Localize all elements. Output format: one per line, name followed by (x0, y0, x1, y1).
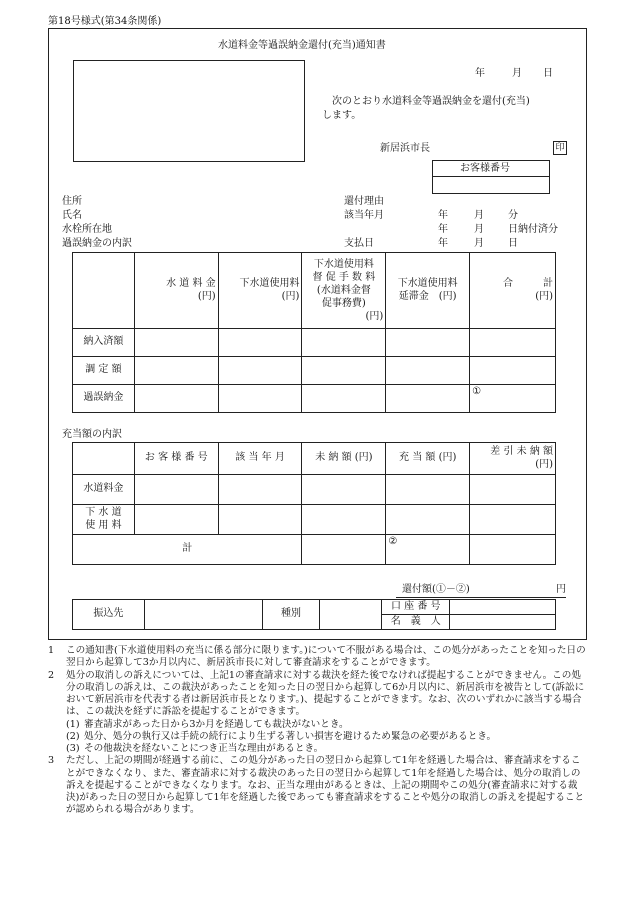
notes (48, 645, 586, 817)
allocation-table (72, 442, 556, 565)
form-number: 第18号様式(第34条関係) (48, 16, 162, 27)
address-label: 住所 (62, 196, 82, 207)
date-day: 日 (543, 68, 553, 79)
seal-mark (553, 141, 567, 155)
header-customer-no: お 客 様 番 号 (134, 443, 218, 475)
mayor-name: 新居浜市長 (380, 143, 430, 154)
bank-table (72, 599, 556, 630)
note-2: 2 処分の取消しの訴えについては、上記1の審査請求に対する裁決を経た後でなければ提起することができません。この処分の取消しの訴えは、この裁決があったことを知った日の翌日から起算して6か月以内に、新居浜市を被告として(訴訟において新居浜市を代表する者は新居浜市長となります。)、提起することができます。なお、次のいずれかに該当する場合は、この裁決を経ずに訴訟を提起することができます。 (48, 669, 585, 718)
name-label: 氏名 (62, 210, 82, 221)
period-year-2: 年 (438, 224, 448, 235)
header-commission-2: 督 促 手 数 料 (312, 272, 376, 283)
seal-label: 印 (555, 143, 565, 153)
period-month-3: 月 (474, 238, 484, 249)
period-suffix-2: 日納付済分 (508, 224, 558, 235)
payment-date-label: 支払日 (344, 238, 374, 249)
header-water-fee: 水 道 料 金 (166, 278, 216, 289)
header-total-unit: (円) (535, 290, 553, 302)
yen-label: 円 (556, 584, 566, 595)
circle-two: ② (388, 536, 398, 547)
header-net-unpaid: 差 引 未 納 額 (490, 446, 553, 457)
period-month-2: 月 (474, 224, 484, 235)
address-window (73, 60, 305, 162)
holder-label: 名 義 人 (382, 615, 450, 630)
row-paid: 納入済額 (73, 329, 135, 357)
subnote-2: (2) 処分、処分の執行又は手続の続行により生ずる著しい損害を避けるため緊急の必要があるとき。 (66, 730, 497, 742)
period-suffix-3: 日 (508, 238, 518, 249)
header-applicable-month: 該 当 年 月 (218, 443, 302, 475)
note-1: 1 この通知書(下水道使用料の充当に係る部分に限ります。)について不服がある場合は、この処分があったことを知った日の翌日から起算して3か月以内に、新居浜市長に対して審査請求をすることができます。 (48, 645, 586, 669)
customer-no-label: お客様番号 (460, 163, 510, 174)
date-month: 月 (512, 68, 522, 79)
header-commission-1: 下水道使用料 (313, 259, 374, 270)
header-net-unit: (円) (535, 458, 553, 470)
period-year-1: 年 (438, 210, 448, 221)
row-sewer-2: 使 用 料 (85, 519, 122, 531)
circle-one: ① (472, 386, 482, 397)
subnote-3: (3) その他裁決を経ないことにつき正当な理由があるとき。 (66, 743, 324, 755)
notice-line-2: します。 (322, 110, 362, 121)
note-3: 3 ただし、上記の期間が経過する前に、この処分があった日の翌日から起算して1年を経過した場合は、審査請求をすることができなくなり、また、審査請求に対する裁決のあった日の翌日から起算して1年を経過した場合は、処分の取消しの訴えを提起することができなくなります。なお、正当な理由があるときは、上記の期間やこの処分(審査請求に対する裁決)があった日の翌日から起算して1年を経過した後であっても審査請求をすることや処分の取消しの訴えを提起することが認められる場合があります。 (48, 755, 585, 816)
breakdown-label: 過誤納金の内訳 (62, 238, 132, 249)
subnote-1: (1) 審査請求があった日から3か月を経過しても裁決がないとき。 (66, 718, 349, 730)
form-title: 水道料金等過誤納金還付(充当)通知書 (218, 40, 386, 51)
row-assessed: 調 定 額 (73, 357, 135, 385)
refund-reason-label: 還付理由 (344, 196, 384, 207)
row-water: 水道料金 (73, 475, 135, 505)
header-applied: 充 当 額 (円) (386, 443, 470, 475)
header-water-fee-unit: (円) (197, 290, 216, 302)
row-overpaid: 過誤納金 (73, 385, 135, 413)
account-no-label: 口 座 番 号 (382, 600, 450, 615)
section2-title: 充当額の内訳 (62, 429, 122, 440)
header-unpaid: 未 納 額 (円) (302, 443, 386, 475)
meter-location-label: 水栓所在地 (62, 224, 112, 235)
overpayment-table (72, 252, 556, 413)
header-commission-unit: (円) (365, 311, 384, 322)
applicable-month-label: 該当年月 (344, 210, 384, 221)
header-delay-2: 延滞金 (円) (398, 290, 457, 302)
header-total: 合 計 (503, 278, 553, 289)
period-year-3: 年 (438, 238, 448, 249)
header-commission-3: (水道料金督 (316, 285, 371, 296)
header-sewer-fee-unit: (円) (281, 290, 300, 302)
date-year: 年 (475, 68, 485, 79)
refund-amount-label: 還付額(①－②) (402, 584, 470, 595)
header-delay-1: 下水道使用料 (397, 278, 458, 289)
transfer-to-label: 振込先 (73, 600, 145, 630)
header-sewer-fee: 下水道使用料 (239, 278, 300, 289)
period-suffix-1: 分 (508, 210, 518, 221)
header-commission-4: 促事務費) (321, 298, 366, 309)
row-sewer-1: 下 水 道 (85, 507, 122, 518)
type-label: 種別 (262, 600, 320, 630)
row-total: 計 (73, 535, 302, 565)
period-month-1: 月 (474, 210, 484, 221)
notice-line-1: 次のとおり水道料金等過誤納金を還付(充当) (332, 96, 530, 107)
